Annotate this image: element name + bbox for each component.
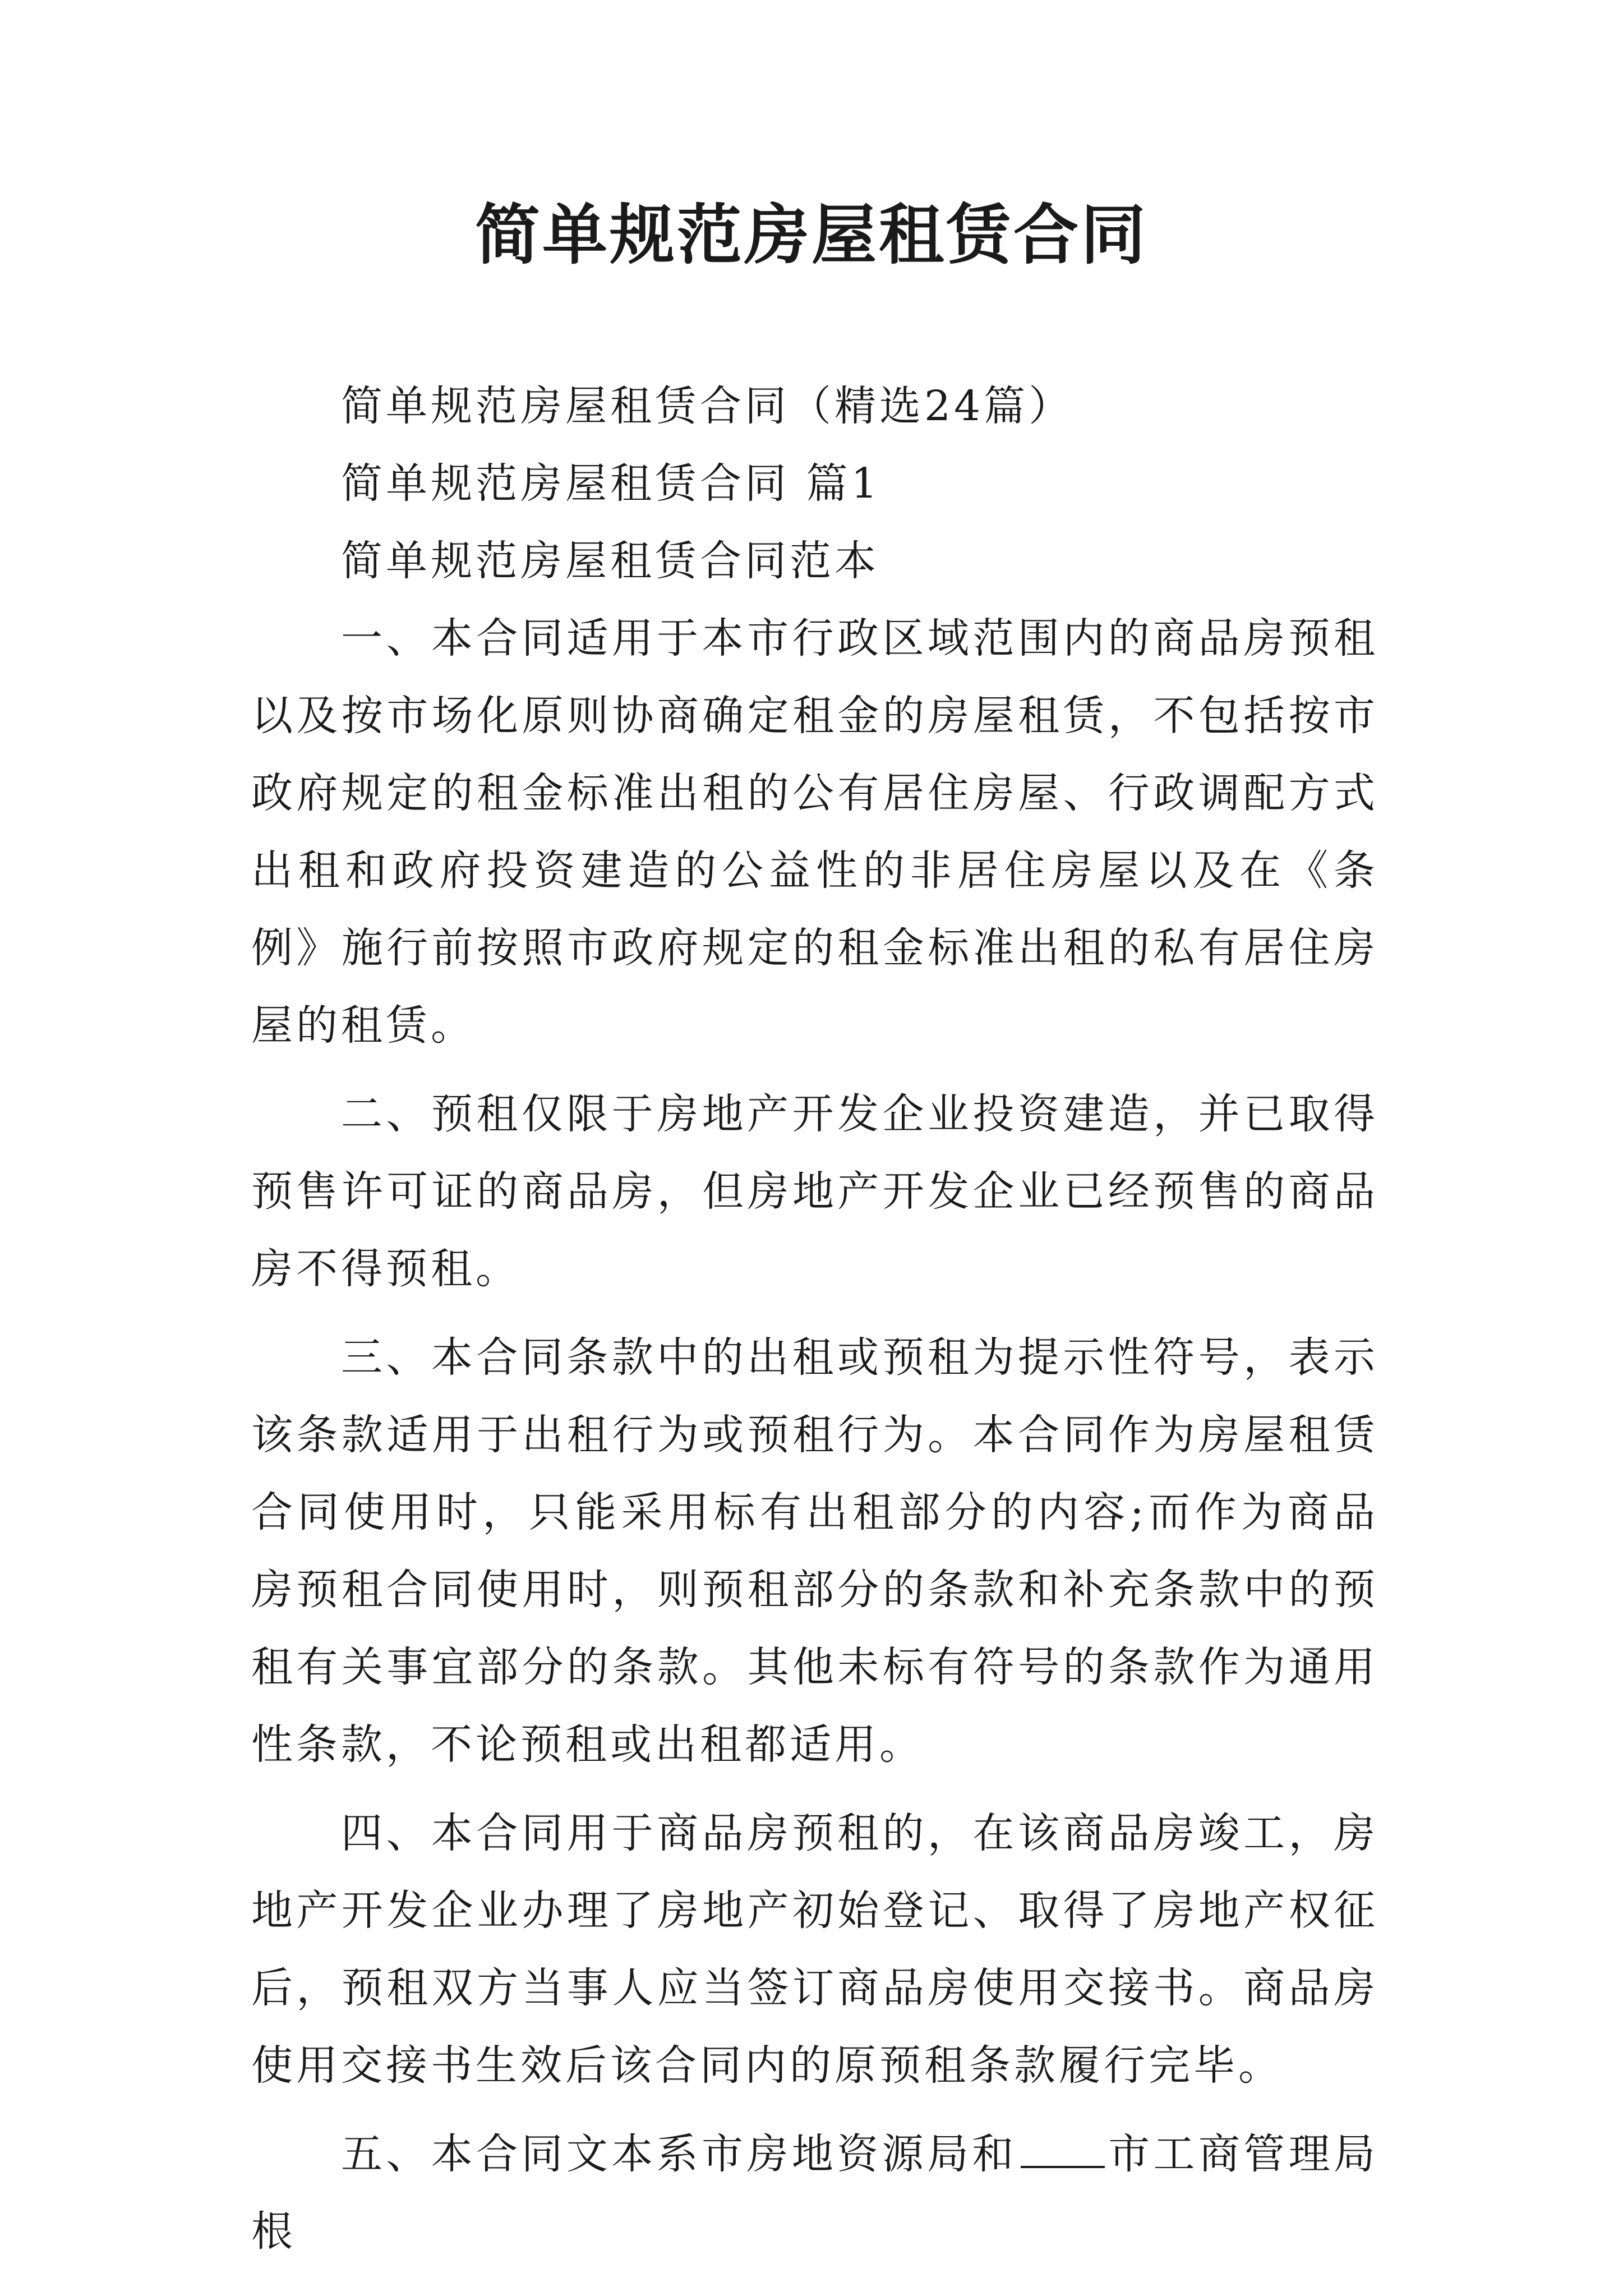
clause-5-text-end: 市工商管理局根 (251, 2130, 1379, 2256)
template-heading: 简单规范房屋租赁合同范本 (341, 537, 879, 585)
clause-1: 一、本合同适用于本市行政区域范围内的商品房预租以及按市场化原则协商确定租金的房屋租赁，不包括按市政府规定的租金标准出租的公有居住房屋、行政调配方式出租和政府投资建造的公益性的非居住房屋以及在《条例》施行前按照市政府规定的租金标准出租的私有居住房屋的租赁。 (251, 614, 1378, 1050)
section-heading: 简单规范房屋租赁合同 篇1 (341, 459, 881, 508)
clause-5-text-start: 五、本合同文本系市房地资源局和 (341, 2130, 1017, 2178)
clause-3: 三、本合同条款中的出租或预租为提示性符号，表示该条款适用于出租行为或预租行为。本合同作为房屋租赁合同使用时，只能采用标有出租部分的内容;而作为商品房预租合同使用时，则预租部分的条款和补充条款中的预租有关事宜部分的条款。其他未标有符号的条款作为通用性条款，不论预租或出租都适用。 (251, 1333, 1378, 1769)
subtitle: 简单规范房屋租赁合同（精选24篇） (341, 382, 1074, 430)
document-body (251, 367, 1378, 2270)
fill-in-blank (1021, 2127, 1105, 2168)
document-title: 简单规范房屋租赁合同 (475, 197, 1148, 273)
clause-4: 四、本合同用于商品房预租的，在该商品房竣工，房地产开发企业办理了房地产初始登记、取得了房地产权征后，预租双方当事人应当签订商品房使用交接书。商品房使用交接书生效后该合同内的原预租条款履行完毕。 (251, 1809, 1378, 2090)
clause-2: 二、预租仅限于房地产开发企业投资建造，并已取得预售许可证的商品房，但房地产开发企业已经预售的商品房不得预租。 (251, 1090, 1378, 1293)
clause-5 (251, 2115, 1378, 2270)
